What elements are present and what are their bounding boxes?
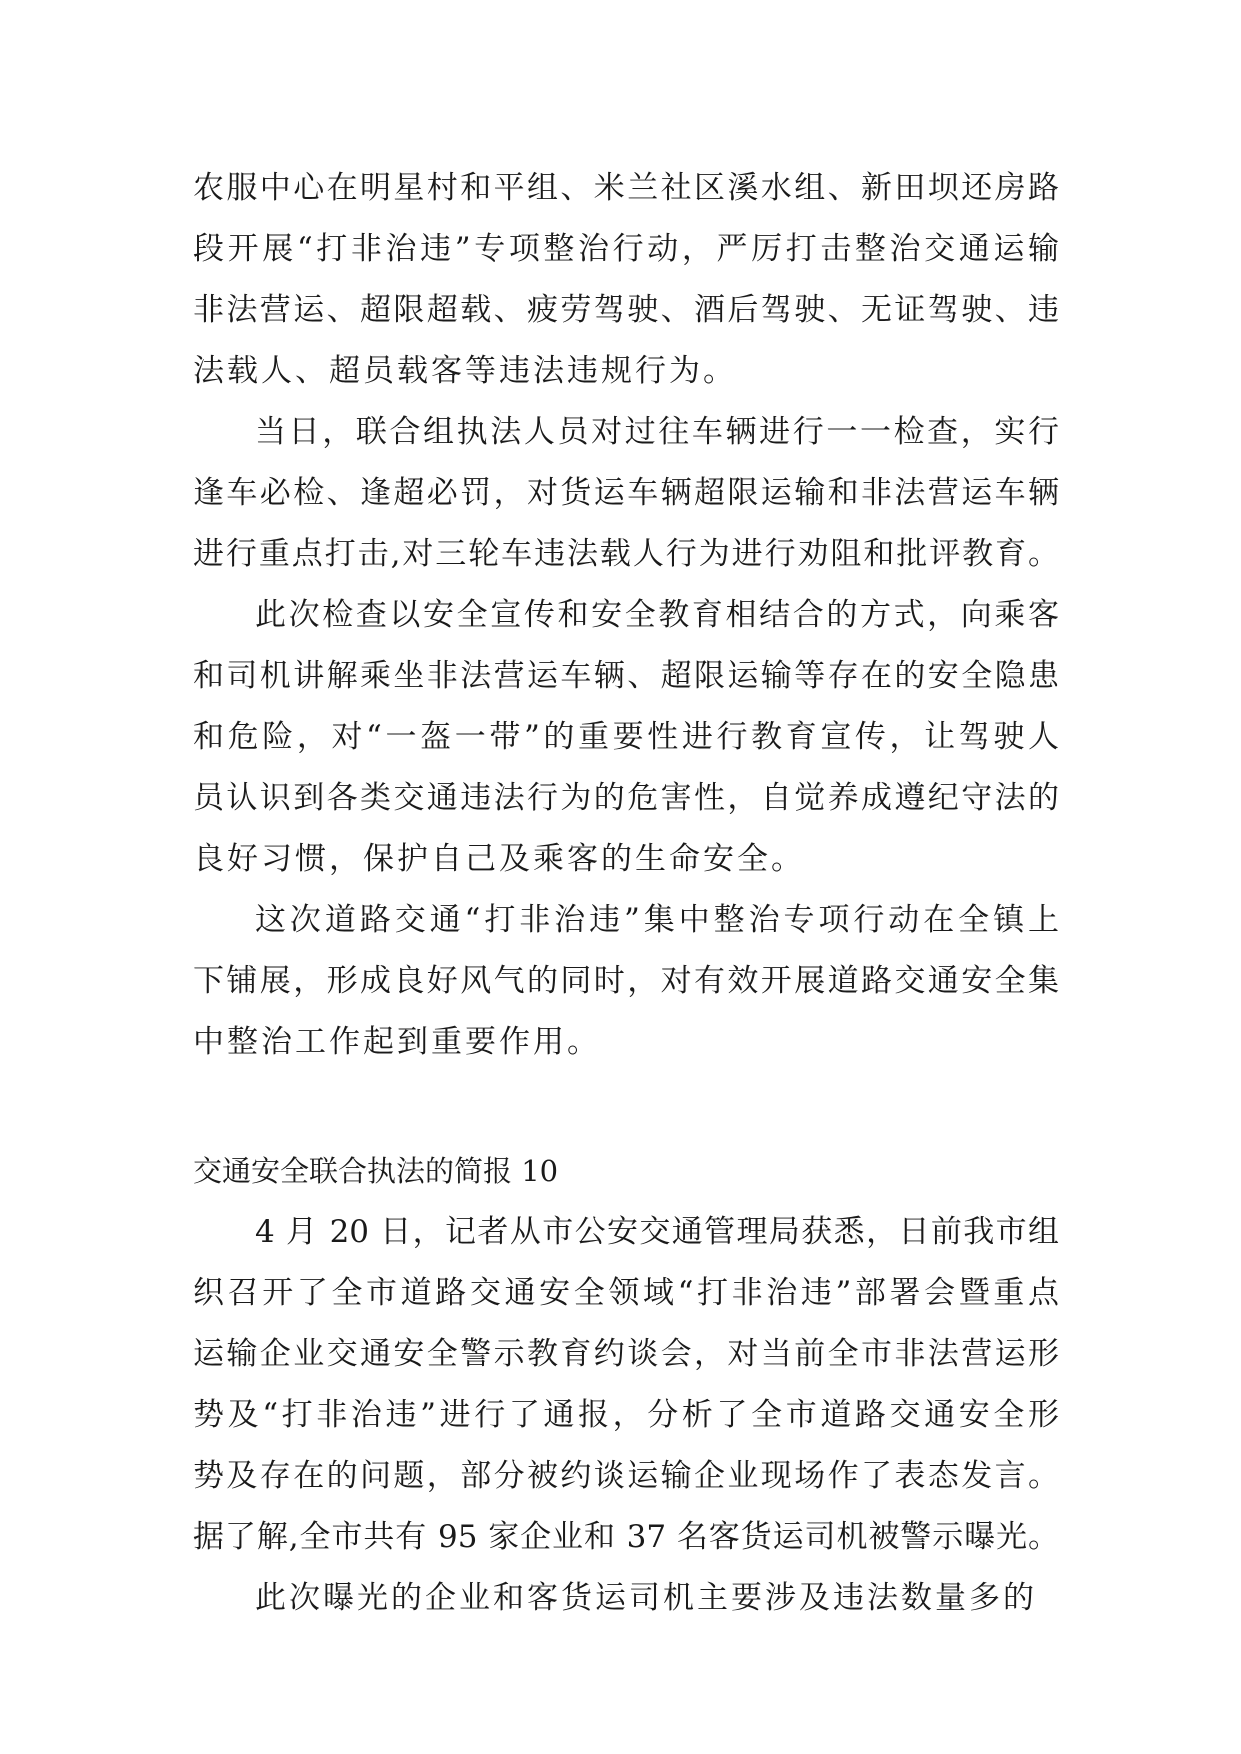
text-line: 织召开了全市道路交通安全领域“打非治违”部署会暨重点 [193,1275,1059,1311]
section-title: 交通安全联合执法的简报 10 [193,1154,559,1188]
paragraph-5 [193,1202,1059,1568]
paragraph-1 [193,158,1059,402]
text-line: 中整治工作起到重要作用。 [193,1024,601,1060]
text-line: 段开展“打非治违”专项整治行动，严厉打击整治交通运输 [193,231,1059,267]
paragraph-3 [193,585,1059,890]
text-line: 此次曝光的企业和客货运司机主要涉及违法数量多的 [255,1580,1037,1616]
document-page [193,158,1059,1629]
text-line: 良好习惯，保护自己及乘客的生命安全。 [193,841,805,877]
text-line: 法载人、超员载客等违法违规行为。 [193,353,737,389]
text-line: 非法营运、超限超载、疲劳驾驶、酒后驾驶、无证驾驶、违 [193,292,1059,328]
text-line: 当日，联合组执法人员对过往车辆进行一一检查，实行 [255,414,1059,450]
paragraph-4 [193,890,1059,1073]
paragraph-2 [193,402,1059,585]
paragraph-6 [193,1568,1059,1629]
text-line: 和司机讲解乘坐非法营运车辆、超限运输等存在的安全隐患 [193,658,1059,694]
text-line: 这次道路交通“打非治违”集中整治专项行动在全镇上 [255,902,1059,938]
text-line: 农服中心在明星村和平组、米兰社区溪水组、新田坝还房路 [193,170,1059,206]
text-line: 员认识到各类交通违法行为的危害性，自觉养成遵纪守法的 [193,780,1059,816]
text-line: 据了解,全市共有 95 家企业和 37 名客货运司机被警示曝光。 [193,1519,1059,1555]
text-line: 和危险，对“一盔一带”的重要性进行教育宣传，让驾驶人 [193,719,1059,755]
text-line: 4 月 20 日，记者从市公安交通管理局获悉，日前我市组 [255,1214,1059,1250]
text-line: 下铺展，形成良好风气的同时，对有效开展道路交通安全集 [193,963,1059,999]
text-line: 势及“打非治违”进行了通报，分析了全市道路交通安全形 [193,1397,1059,1433]
text-line: 此次检查以安全宣传和安全教育相结合的方式，向乘客 [255,597,1059,633]
section-gap [193,1073,1059,1141]
text-line: 进行重点打击,对三轮车违法载人行为进行劝阻和批评教育。 [193,536,1059,572]
text-line: 势及存在的问题，部分被约谈运输企业现场作了表态发言。 [193,1458,1059,1494]
text-line: 逢车必检、逢超必罚，对货运车辆超限运输和非法营运车辆 [193,475,1059,511]
text-line: 运输企业交通安全警示教育约谈会，对当前全市非法营运形 [193,1336,1059,1372]
